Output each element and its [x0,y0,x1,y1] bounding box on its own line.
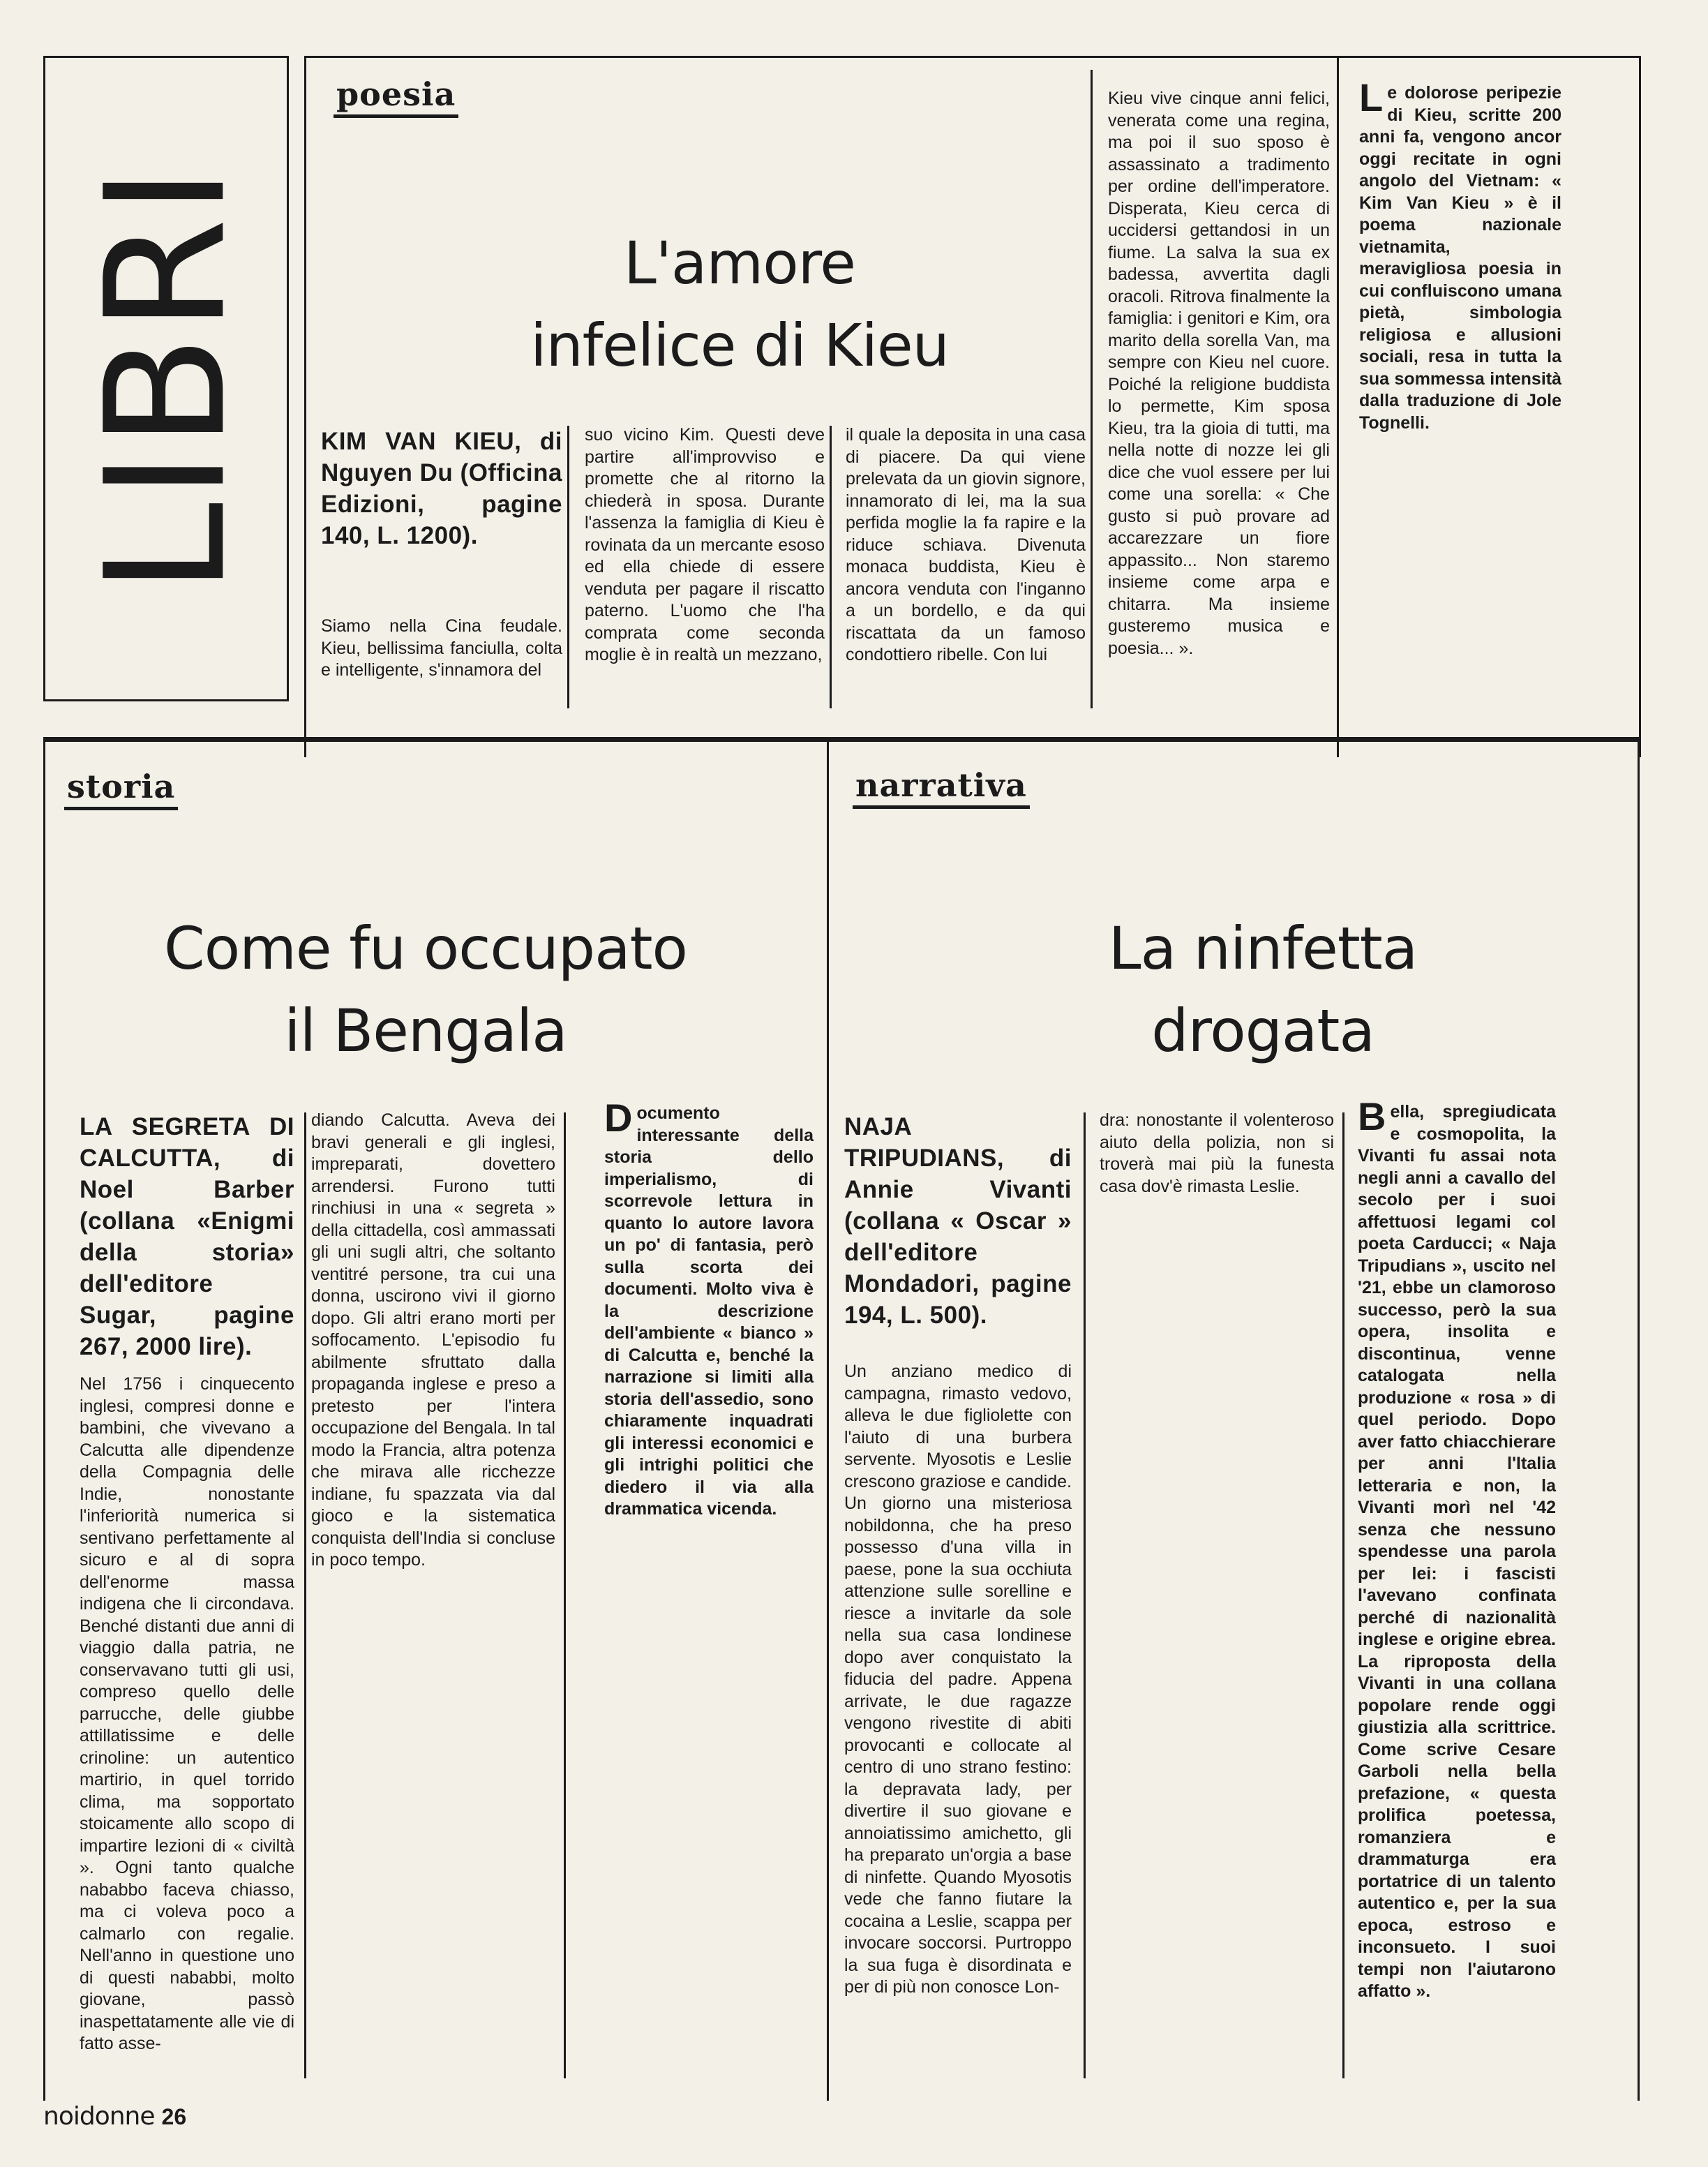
narrativa-title-line2: drogata [1151,997,1374,1065]
narrativa-section-label: narrativa [853,766,1030,809]
narrativa-col-rule-1 [1084,1112,1086,2078]
poesia-col1: Siamo nella Cina feudale. Kieu, bellissima fanciulla, colta e intelligente, s'innamora del [321,616,562,680]
storia-col2: diando Calcutta. Aveva dei bravi generali e gli inglesi, impreparati, dovettero arrendersi. Furono tutti rinchiusi in una « segreta » della cittadella, così ammassati gli uni sugli altri, che soltanto ventitré persone, tra cui una donna, uscirono vivi il giorno dopo. Gli altri erano morti per soffocamento. L'episodio fu abilmente sfruttato dalla propaganda inglese e preso a pretesto per l'intera occupazione del Bengala. In tal modo la Francia, altra potenza che mirava alle ricchezze indiane, fu spazzata via dal gioco e la sistematica conquista dell'India si concluse in poco tempo. [311,1110,555,1570]
storia-col1: Nel 1756 i cinquecento inglesi, compresi donne e bambini, che vivevano a Calcutta alle dipendenze della Compagnia delle Indie, nonostante l'inferiorità numerica si sentivano perfettamente al sicuro e al di sopra dell'enorme massa indigena che li circondava. Benché distanti due anni di viaggio dalla patria, ne conservavano tutti gli usi, compreso quello delle parrucche, delle giubbe attillatissime e delle crinoline: un autentico martirio, in quel torrido clima, ma sopportato stoicamente allo scopo di impartire lezioni di « civiltà ». Ogni tanto qualche nababbo faceva chiasso, ma ci voleva poco a calmarlo con regalie. Nell'anno in questione uno di questi nababbi, molto giovane, passò inaspettatamente alle vie di fatto asse- [80,1374,294,2053]
poesia-col3: il quale la deposita in una casa di piacere. Da qui viene prelevata da un giovin signore, innamorato di lei, ma la sua perfida moglie la fa rapire e la riduce schiava. Divenuta monaca buddista, Kieu è ancora venduta con l'inganno a un bordello, e da qui riscattata da un famoso condottiero ribelle. Con lui [846,425,1086,664]
storia-title-line2: il Bengala [284,997,567,1065]
narrativa-review: Bella, spregiudicata e cosmopolita, la Vivanti fu assai nota negli anni a cavallo del secolo per i suoi affettuosi legami col poeta Carducci; « Naja Tripudians », uscito nel '21, ebbe un clamoroso successo, però la sua opera, insolita e discontinua, venne catalogata nella produzione « rosa » di quel periodo. Dopo aver fatto chiacchierare per anni l'Italia letteraria e non, la Vivanti morì nel '42 senza che nessuno spendesse una parola per lei: i fascisti l'avevano confinata perché di nazionalità inglese e origine ebrea. La riproposta della Vivanti in una collana popolare rende oggi giustizia alla scrittrice. Come scrive Cesare Garboli nella bella prefazione, « questa prolifica poetessa, romanziera e drammaturga era portatrice di un talento autentico e, per la sua epoca, estroso e inconsueto. I suoi tempi non l'aiutarono affatto ». [1358,1094,1556,2001]
footer-page: 26 [161,2104,187,2129]
poesia-title-line2: infelice di Kieu [530,311,949,380]
storia-review-dropcap: D [604,1096,633,1140]
narrativa-review-dropcap: B [1358,1094,1386,1138]
footer [43,2102,186,2144]
storia-spec: LA SEGRETA DI CALCUTTA, di Noel Barber (collana «Enigmi della storia» dell'editore Sugar, pagine 267, 2000 lire). [80,1113,294,1360]
storia-col-rule-2 [564,1112,566,2078]
narrativa-col-rule-2 [1342,1112,1344,2078]
narrativa-col2: dra: nonostante il volenteroso aiuto della polizia, non si troverà mai più la funesta casa dov'è rimasta Leslie. [1100,1110,1334,1196]
poesia-section-label: poesia [334,75,458,118]
footer-magazine: noidonne [43,2102,155,2131]
poesia-right-rule [1639,56,1641,757]
poesia-col-rule-3 [1091,70,1093,708]
poesia-headline [391,222,1088,387]
storia-col-rule-1 [304,1112,306,2078]
libri-label-wrap [43,56,289,701]
storia-title-line1: Come fu occupato [164,914,687,983]
poesia-review: Le dolorose peripezie di Kieu, scritte 200 anni fa, vengono ancor oggi recitate in ogni angolo del Vietnam: « Kim Van Kieu » è il poema nazionale vietnamita, meravigliosa poesia in cui confluiscono umana pietà, simbologia religiosa e allusioni sociali, resa in tutta la sua sommessa intensità dalla traduzione di Jole Tognelli. [1359,75,1561,433]
libri-label: LIBRI [70,163,262,594]
poesia-col-rule-2 [830,426,832,708]
poesia-col4: Kieu vive cinque anni felici, venerata come una regina, ma poi il suo sposo è assassinato a tradimento per ordine dell'imperatore. Disperata, Kieu cerca di uccidersi gettandosi in un fiume. La salva la sua ex badessa, avvertita dagli oracoli. Ritrova finalmente la famiglia: i genitori e Kim, ora marito della sorella Van, ma sempre con Kieu nel cuore. Poiché la religione buddista lo permette, Kim sposa Kieu, tra la gioia di tutti, ma nella notte di nozze lei gli dice che vuol essere per lui come una sorella: « Che gusto si può provare ad accarezzare un fiore appassito... Non staremo insieme come arpa e chitarra. Ma insieme gusteremo musica e poesia... ». [1108,89,1330,658]
poesia-review-dropcap: L [1359,75,1384,119]
narrativa-spec: NAJA TRIPUDIANS, di Annie Vivanti (collana « Oscar » dell'editore Mondadori, pagine 194, L. 500). [844,1113,1072,1329]
narrativa-col1: Un anziano medico di campagna, rimasto vedovo, alleva le due figliolette con l'aiuto di una burbera servente. Myosotis e Leslie crescono graziose e candide. Un giorno una misteriosa nobildonna, che ha preso possesso d'una villa in paese, pone la sua occhiuta attenzione sulle sorelline e riesce a invitarle da sole nella sua casa londinese dopo aver conquistato la fiducia del padre. Appena arrivate, le due ragazze vengono rivestite di abiti provocanti e collocate al centro di uno strano festino: la depravata lady, per divertire il suo giovane e annoiatissimo amichetto, gli ha preparato un'orgia a base di ninfette. Quando Myosotis vede che fanno fiutare la cocaina a Leslie, scappa per invocare soccorsi. Purtroppo la sua fuga è disordinata e per di più non conosce Lon- [844,1362,1072,1997]
poesia-spec: KIM VAN KIEU, di Nguyen Du (Officina Edizioni, pagine 140, L. 1200). [321,428,562,549]
storia-headline [77,907,774,1072]
narrativa-headline [963,907,1563,1072]
poesia-col2: suo vicino Kim. Questi deve partire all'improvviso e promette che al ritorno la chiederà in sposa. Durante l'assenza la famiglia di Kieu è rovinata da un mercante esoso ed ella chiede di essere venduta per pagare il riscatto paterno. L'uomo che l'ha comprata come seconda moglie è in realtà un mezzano, [585,425,825,664]
poesia-col-rule-1 [567,426,569,708]
storia-section-label: storia [64,768,178,810]
narrativa-title-line1: La ninfetta [1108,914,1418,983]
storia-review: Documento interessante della storia dello imperialismo, di scorrevole lettura in quanto lo autore lavora un po' di fantasia, però sulla scorta dei documenti. Molto viva è la descrizione dell'ambiente « bianco » di Calcutta e, benché la narrazione si limiti alla storia dell'assedio, sono chiaramente inquadrati gli interessi economici e gli intrighi politici che diedero il via alla drammatica vicenda. [604,1096,814,1519]
bottom-middle-rule [827,740,829,2101]
poesia-title-line1: L'amore [624,229,855,297]
bottom-top-rule-thick [43,737,1640,741]
top-rule-right [1337,56,1339,757]
